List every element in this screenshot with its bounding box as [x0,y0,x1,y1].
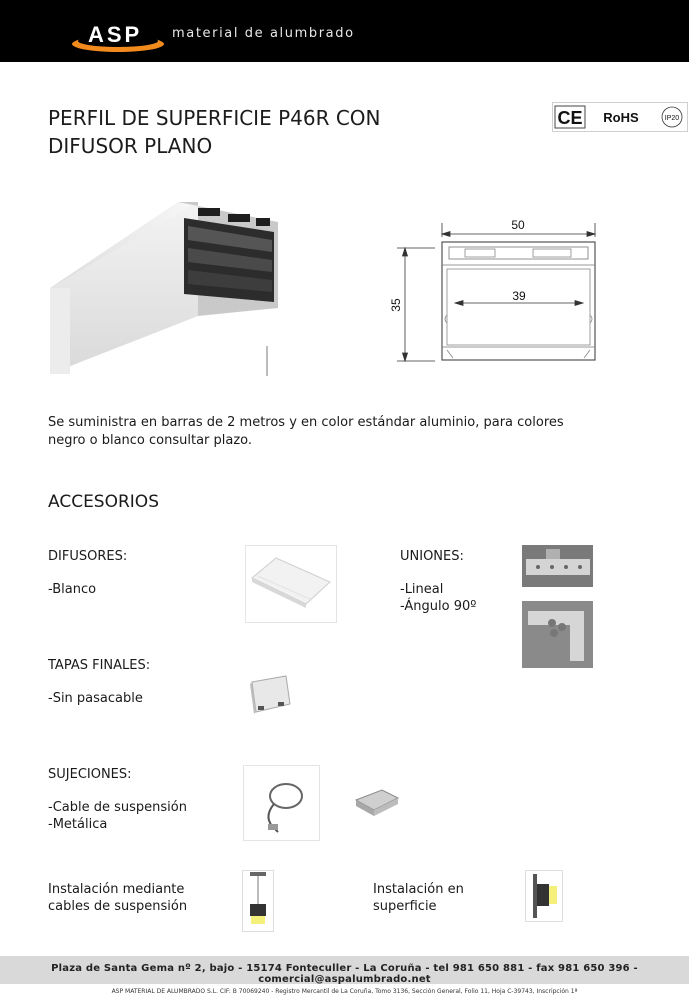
accessories-heading: ACCESORIOS [48,492,159,512]
description-line-1: Se suministra en barras de 2 metros y en color estándar aluminio, para colores [48,415,564,430]
dimension-width: 50 [511,218,525,232]
profile-technical-drawing [385,215,610,367]
uniones-label: UNIONES: [400,549,464,564]
end-cap-image [248,672,294,716]
suspension-cable-image [243,765,320,841]
linear-union-image [522,545,593,587]
difusores-label: DIFUSORES: [48,549,128,564]
install-surface-line-2: superficie [373,899,437,914]
diffuser-image [245,545,337,623]
sujeciones-label: SUJECIONES: [48,767,132,782]
ip20-mark: IP20 [664,115,680,122]
angle-union-image [522,601,593,668]
tapas-label: TAPAS FINALES: [48,658,151,673]
metal-clip-image [352,786,402,820]
profile-product-image [48,196,282,380]
union-item-lineal: -Lineal [400,582,444,597]
install-cables-line-1: Instalación mediante [48,882,185,897]
sujecion-item-metalica: -Metálica [48,817,108,832]
difusor-item-blanco: -Blanco [48,582,97,597]
install-surface-icon [525,870,563,922]
ce-mark: CE [557,108,583,128]
product-description [48,414,648,450]
title-line-2: DIFUSOR PLANO [48,134,213,158]
footer-address: Plaza de Santa Gema nº 2, bajo - 15174 Fonteculler - La Coruña - tel 981 650 881 - fax 981 650 396 - comercial@aspalumbrado.net [51,963,638,985]
brand-tagline: material de alumbrado [172,26,355,41]
footer-legal: ASP MATERIAL DE ALUMBRADO S.L. CIF: B 70069240 - Registro Mercantil de La Coruña, Tomo 3136, Sección General, Folio 11, Hoja C-39743, Inscripción 1ª [111,988,578,995]
install-cables-line-2: cables de suspensión [48,899,188,914]
install-surface-line-1: Instalación en [373,882,464,897]
union-item-angulo: -Ángulo 90º [400,599,477,614]
dimension-inner-width: 39 [512,289,526,303]
asp-logo [70,14,170,52]
logo-text: ASP [88,22,143,47]
sujecion-item-cable: -Cable de suspensión [48,800,187,815]
dimension-height: 35 [389,298,403,312]
product-title [48,104,488,160]
title-line-1: PERFIL DE SUPERFICIE P46R CON [48,106,381,130]
install-suspension-icon [242,870,274,932]
rohs-mark: RoHS [603,110,639,125]
certification-marks [552,102,688,132]
tapa-item-sin-pasacable: -Sin pasacable [48,691,143,706]
description-line-2: negro o blanco consultar plazo. [48,433,253,448]
